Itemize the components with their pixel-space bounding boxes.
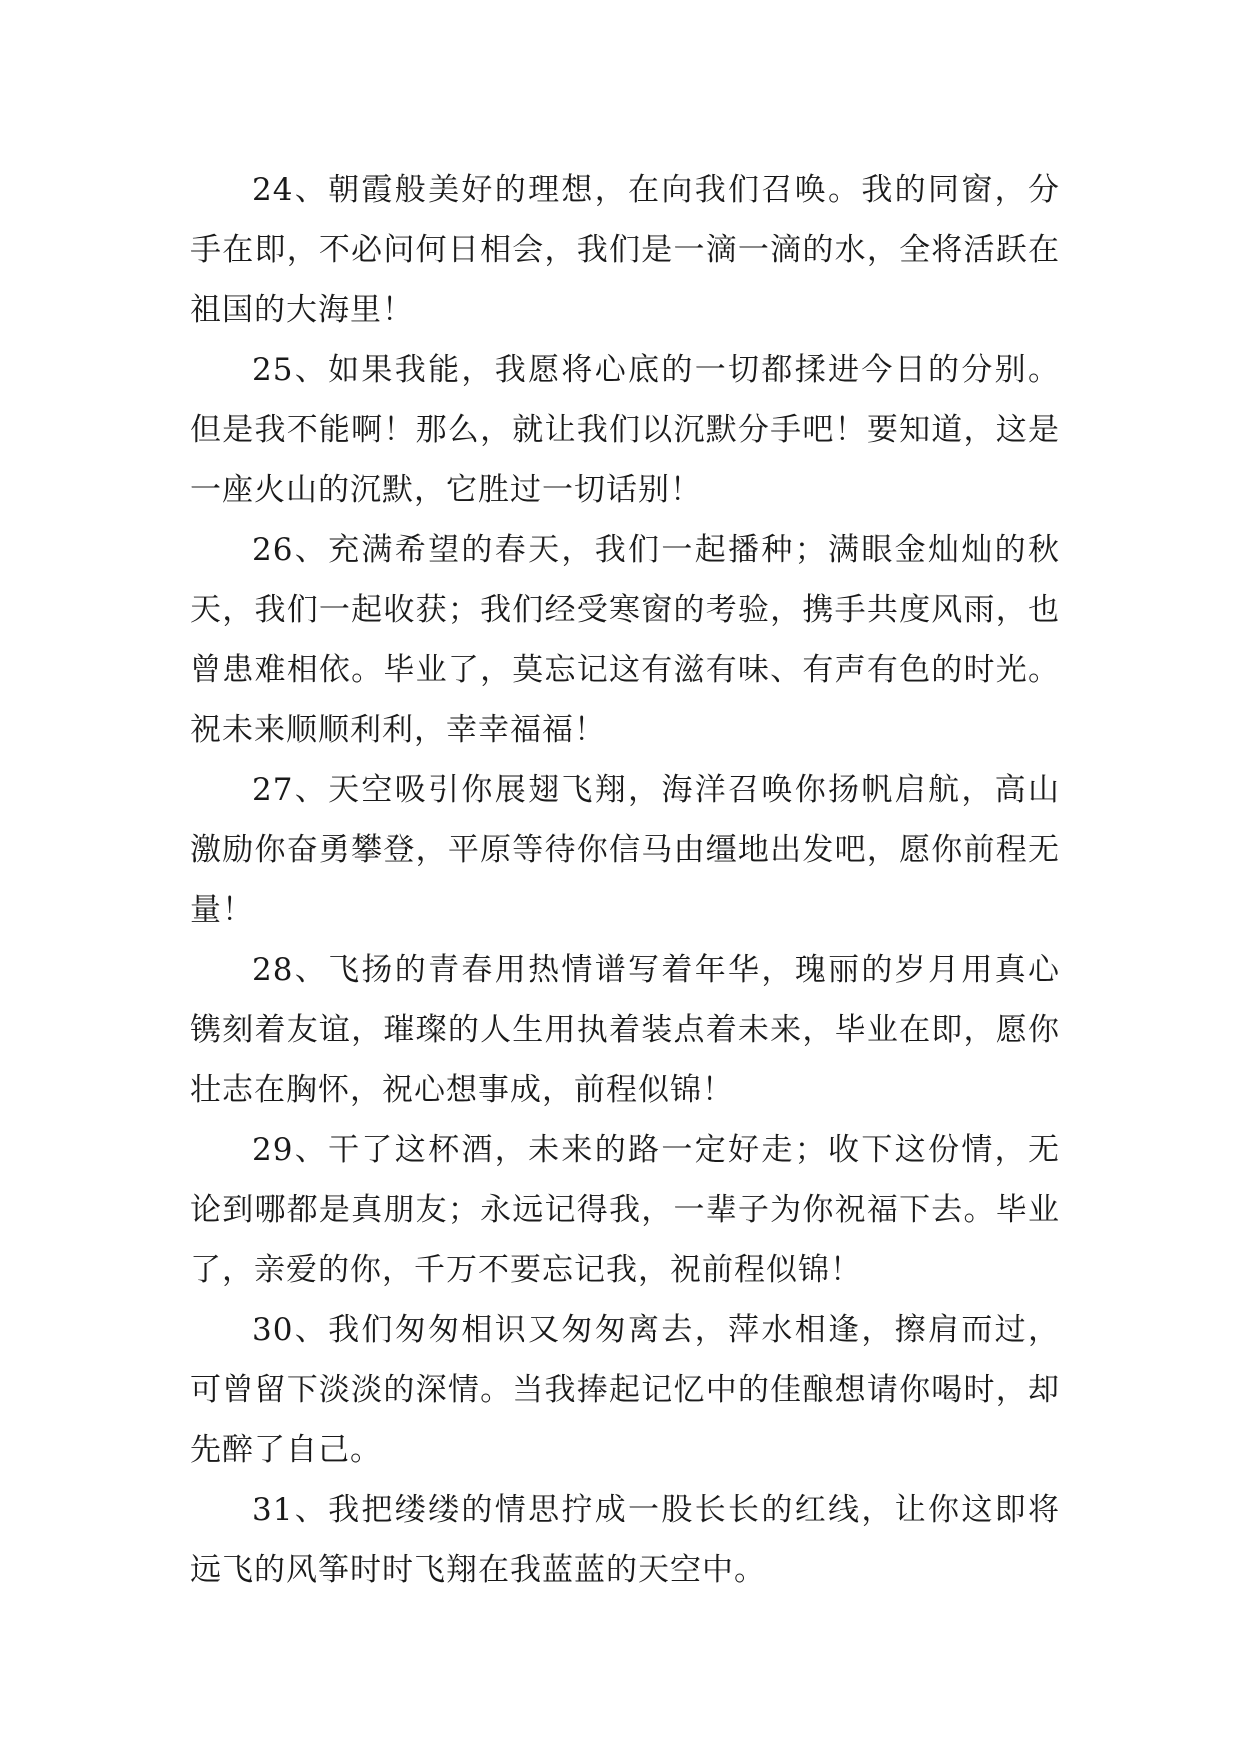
document-body <box>190 160 1060 1600</box>
paragraph-28: 28、飞扬的青春用热情谱写着年华，瑰丽的岁月用真心镌刻着友谊，璀璨的人生用执着装点着未来，毕业在即，愿你壮志在胸怀，祝心想事成，前程似锦！ <box>190 952 1060 1108</box>
paragraph-25: 25、如果我能，我愿将心底的一切都揉进今日的分别。但是我不能啊！那么，就让我们以沉默分手吧！要知道，这是一座火山的沉默，它胜过一切话别！ <box>190 352 1060 508</box>
paragraph-31: 31、我把缕缕的情思拧成一股长长的红线，让你这即将远飞的风筝时时飞翔在我蓝蓝的天空中。 <box>190 1492 1060 1588</box>
paragraph-27: 27、天空吸引你展翅飞翔，海洋召唤你扬帆启航，高山激励你奋勇攀登，平原等待你信马由缰地出发吧，愿你前程无量！ <box>190 772 1060 928</box>
paragraph-26: 26、充满希望的春天，我们一起播种；满眼金灿灿的秋天，我们一起收获；我们经受寒窗的考验，携手共度风雨，也曾患难相依。毕业了，莫忘记这有滋有味、有声有色的时光。祝未来顺顺利利，幸幸福福！ <box>190 532 1060 748</box>
paragraph-29: 29、干了这杯酒，未来的路一定好走；收下这份情，无论到哪都是真朋友；永远记得我，一辈子为你祝福下去。毕业了，亲爱的你，千万不要忘记我，祝前程似锦！ <box>190 1132 1060 1288</box>
paragraph-30: 30、我们匆匆相识又匆匆离去，萍水相逢，擦肩而过，可曾留下淡淡的深情。当我捧起记忆中的佳酿想请你喝时，却先醉了自己。 <box>190 1312 1060 1468</box>
paragraph-24: 24、朝霞般美好的理想，在向我们召唤。我的同窗，分手在即，不必问何日相会，我们是一滴一滴的水，全将活跃在祖国的大海里！ <box>190 172 1060 328</box>
